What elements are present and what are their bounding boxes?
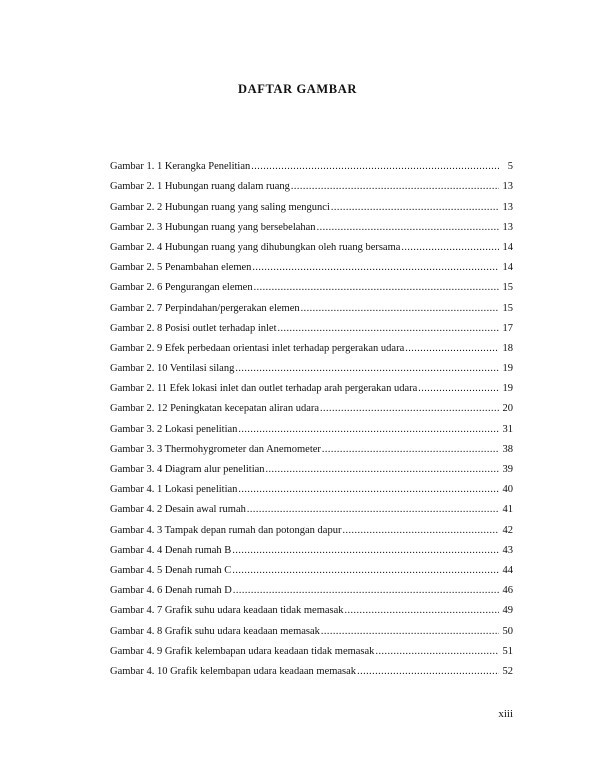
figure-entry[interactable] [110, 577, 513, 597]
figure-entry[interactable] [110, 436, 513, 456]
dot-leader [278, 323, 499, 335]
dot-leader [235, 363, 499, 375]
figure-entry[interactable] [110, 638, 513, 658]
figure-entry-page: 38 [502, 443, 513, 455]
figure-entry[interactable] [110, 537, 513, 557]
figure-entry-label: Gambar 2. 3 Hubungan ruang yang bersebelahan [110, 221, 316, 233]
figure-entry-page: 13 [502, 181, 513, 193]
figure-entry-page: 51 [502, 645, 513, 657]
figure-entry[interactable] [110, 315, 513, 335]
figure-entry[interactable] [110, 516, 513, 536]
list-of-figures [110, 153, 513, 678]
figure-entry-page: 18 [502, 342, 513, 354]
figure-entry[interactable] [110, 476, 513, 496]
dot-leader [375, 646, 499, 658]
figure-entry-label: Gambar 4. 5 Denah rumah C [110, 564, 232, 576]
figure-entry-label: Gambar 4. 3 Tampak depan rumah dan potongan dapur [110, 524, 342, 536]
figure-entry[interactable] [110, 496, 513, 516]
figure-entry-page: 15 [502, 282, 513, 294]
dot-leader [238, 424, 499, 436]
figure-entry-label: Gambar 2. 5 Penambahan elemen [110, 262, 252, 274]
figure-entry-label: Gambar 2. 11 Efek lokasi inlet dan outlet terhadap arah pergerakan udara [110, 383, 418, 395]
dot-leader [317, 222, 499, 234]
dot-leader [418, 383, 499, 395]
figure-entry[interactable] [110, 617, 513, 637]
figure-entry-label: Gambar 4. 7 Grafik suhu udara keadaan tidak memasak [110, 605, 344, 617]
figure-entry-page: 46 [502, 585, 513, 597]
figure-entry-label: Gambar 1. 1 Kerangka Penelitian [110, 161, 251, 173]
dot-leader [322, 444, 499, 456]
figure-entry-page: 44 [502, 564, 513, 576]
dot-leader [254, 282, 499, 294]
figure-entry-label: Gambar 2. 4 Hubungan ruang yang dihubungkan oleh ruang bersama [110, 241, 401, 253]
figure-entry[interactable] [110, 193, 513, 213]
dot-leader [291, 181, 499, 193]
figure-entry[interactable] [110, 234, 513, 254]
page-number: xiii [498, 708, 513, 720]
dot-leader [320, 403, 499, 415]
figure-entry-label: Gambar 4. 2 Desain awal rumah [110, 504, 246, 516]
figure-entry[interactable] [110, 557, 513, 577]
figure-entry-label: Gambar 2. 12 Peningkatan kecepatan aliran udara [110, 403, 320, 415]
figure-entry[interactable] [110, 214, 513, 234]
figure-entry[interactable] [110, 415, 513, 435]
figure-entry-page: 20 [502, 403, 513, 415]
figure-entry-label: Gambar 4. 8 Grafik suhu udara keadaan memasak [110, 625, 320, 637]
figure-entry-label: Gambar 2. 2 Hubungan ruang yang saling mengunci [110, 201, 330, 213]
figure-entry-label: Gambar 4. 10 Grafik kelembapan udara keadaan memasak [110, 665, 357, 677]
dot-leader [232, 545, 499, 557]
figure-entry[interactable] [110, 597, 513, 617]
figure-entry-label: Gambar 2. 8 Posisi outlet terhadap inlet [110, 322, 277, 334]
dot-leader [331, 202, 499, 214]
figure-entry-page: 49 [502, 605, 513, 617]
dot-leader [301, 303, 499, 315]
figure-entry-page: 5 [507, 161, 513, 173]
figure-entry-label: Gambar 2. 9 Efek perbedaan orientasi inlet terhadap pergerakan udara [110, 342, 405, 354]
figure-entry-label: Gambar 2. 6 Pengurangan elemen [110, 282, 253, 294]
figure-entry-page: 13 [502, 221, 513, 233]
figure-entry[interactable] [110, 153, 513, 173]
figure-entry-page: 14 [502, 241, 513, 253]
dot-leader [247, 504, 499, 516]
page-title: DAFTAR GAMBAR [237, 82, 358, 96]
figure-entry-page: 50 [502, 625, 513, 637]
figure-entry-label: Gambar 3. 2 Lokasi penelitian [110, 423, 238, 435]
figure-entry-page: 43 [502, 544, 513, 556]
figure-entry[interactable] [110, 254, 513, 274]
figure-entry-page: 40 [502, 484, 513, 496]
dot-leader [251, 161, 499, 173]
figure-entry-page: 39 [502, 464, 513, 475]
dot-leader [401, 242, 499, 254]
figure-entry-label: Gambar 3. 4 Diagram alur penelitian [110, 464, 265, 475]
figure-entry[interactable] [110, 294, 513, 314]
dot-leader [232, 565, 499, 577]
figure-entry[interactable] [110, 395, 513, 415]
figure-entry[interactable] [110, 658, 513, 678]
figure-entry-label: Gambar 3. 3 Thermohygrometer dan Anemometer [110, 443, 321, 455]
dot-leader [321, 626, 499, 638]
figure-entry[interactable] [110, 173, 513, 193]
figure-entry-page: 14 [502, 262, 513, 274]
figure-entry-page: 42 [502, 524, 513, 536]
figure-entry-page: 15 [502, 302, 513, 314]
figure-entry-label: Gambar 2. 10 Ventilasi silang [110, 363, 235, 375]
dot-leader [238, 484, 499, 496]
dot-leader [233, 585, 499, 597]
figure-entry-label: Gambar 4. 9 Grafik kelembapan udara keadaan tidak memasak [110, 645, 375, 657]
figure-entry-page: 19 [502, 363, 513, 375]
figure-entry-page: 13 [502, 201, 513, 213]
dot-leader [345, 605, 499, 617]
figure-entry[interactable] [110, 335, 513, 355]
dot-leader [266, 464, 499, 476]
figure-entry-label: Gambar 2. 7 Perpindahan/pergerakan elemen [110, 302, 300, 314]
dot-leader [252, 262, 499, 274]
figure-entry[interactable] [110, 355, 513, 375]
figure-entry-page: 52 [502, 665, 513, 677]
figure-entry-label: Gambar 4. 4 Denah rumah B [110, 544, 232, 556]
figure-entry-label: Gambar 2. 1 Hubungan ruang dalam ruang [110, 181, 290, 193]
figure-entry-page: 19 [502, 383, 513, 395]
figure-entry[interactable] [110, 375, 513, 395]
dot-leader [342, 525, 499, 537]
figure-entry-label: Gambar 4. 6 Denah rumah D [110, 585, 232, 597]
figure-entry-page: 17 [502, 322, 513, 334]
figure-entry[interactable] [110, 456, 513, 476]
figure-entry-label: Gambar 4. 1 Lokasi penelitian [110, 484, 238, 496]
figure-entry[interactable] [110, 274, 513, 294]
dot-leader [357, 666, 499, 678]
figure-entry-page: 31 [502, 423, 513, 435]
dot-leader [405, 343, 499, 355]
figure-entry-page: 41 [502, 504, 513, 516]
